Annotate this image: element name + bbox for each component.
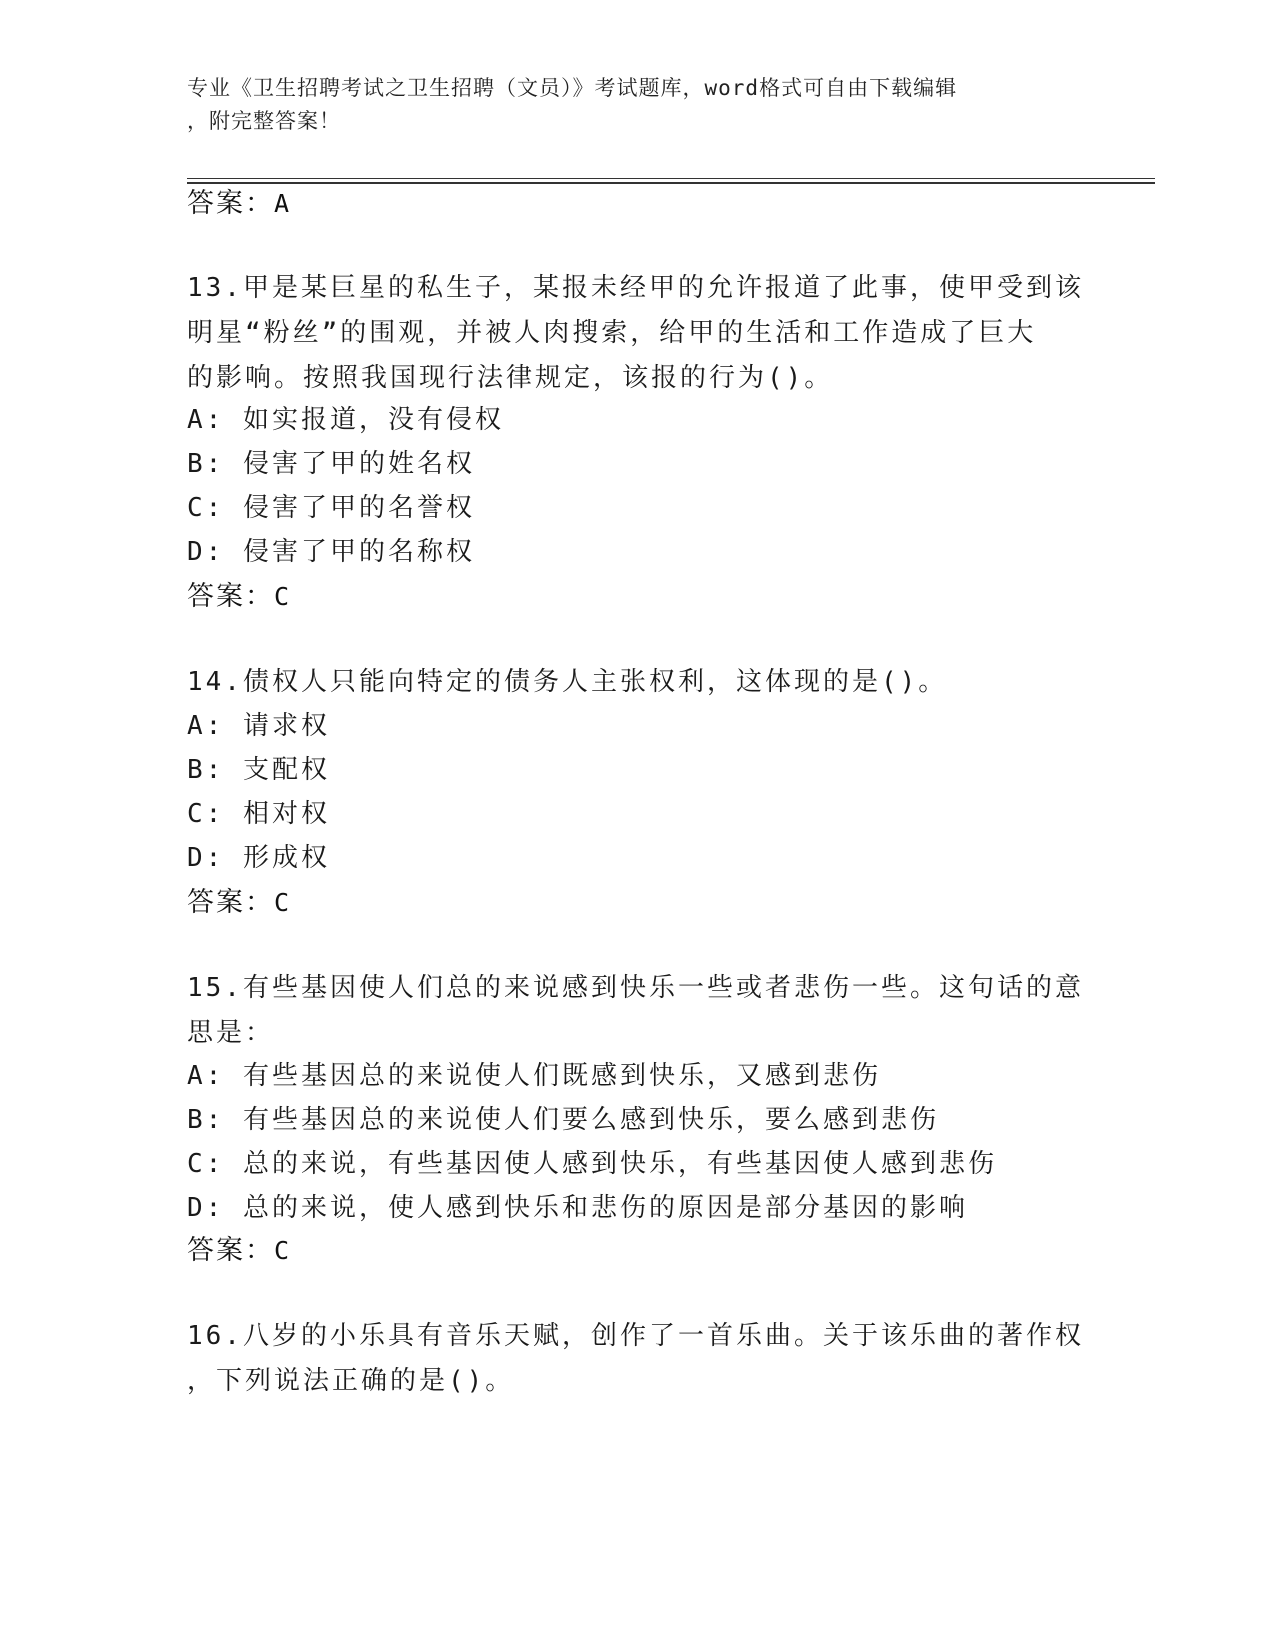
question-16 — [187, 1314, 1087, 1404]
option-15-a: A: 有些基因总的来说使人们既感到快乐，又感到悲伤 — [187, 1061, 881, 1091]
option-15-d: D: 总的来说，使人感到快乐和悲伤的原因是部分基因的影响 — [187, 1193, 968, 1223]
header-divider-thick — [187, 182, 1155, 184]
answer-label: 答案： — [187, 581, 274, 612]
answer-value: A — [274, 189, 292, 218]
question-15 — [187, 966, 1087, 1056]
answer-value: C — [274, 582, 292, 611]
question-13 — [187, 266, 1087, 401]
header-line-2: ，附完整答案！ — [187, 109, 341, 133]
answer-12 — [187, 187, 291, 221]
option-13-a: A: 如实报道，没有侵权 — [187, 405, 504, 435]
option-15-b: B: 有些基因总的来说使人们要么感到快乐，要么感到悲伤 — [187, 1105, 939, 1135]
answer-value: C — [274, 888, 292, 917]
question-stem-line: 15.有些基因使人们总的来说感到快乐一些或者悲伤一些。这句话的意 — [187, 973, 1084, 1003]
header-divider-thin — [187, 178, 1155, 179]
answer-label: 答案： — [187, 887, 274, 918]
option-14-d: D: 形成权 — [187, 843, 330, 873]
option-13-b: B: 侵害了甲的姓名权 — [187, 449, 475, 479]
answer-15 — [187, 1234, 291, 1268]
question-14 — [187, 660, 1087, 705]
answer-label: 答案： — [187, 188, 274, 219]
answer-13 — [187, 580, 291, 614]
question-stem-line: ，下列说法正确的是()。 — [187, 1366, 515, 1396]
question-stem-line: 思是： — [187, 1018, 275, 1048]
option-13-d: D: 侵害了甲的名称权 — [187, 537, 475, 567]
option-14-a: A: 请求权 — [187, 711, 330, 741]
question-stem-line: 明星“粉丝”的围观，并被人肉搜索，给甲的生活和工作造成了巨大 — [187, 318, 1037, 348]
question-stem-line: 13.甲是某巨星的私生子，某报未经甲的允许报道了此事，使甲受到该 — [187, 273, 1084, 303]
answer-label: 答案： — [187, 1235, 274, 1266]
option-14-b: B: 支配权 — [187, 755, 330, 785]
answer-value: C — [274, 1236, 292, 1265]
question-stem-line: 14.债权人只能向特定的债务人主张权利，这体现的是()。 — [187, 667, 948, 697]
option-13-c: C: 侵害了甲的名誉权 — [187, 493, 475, 523]
option-14-c: C: 相对权 — [187, 799, 330, 829]
question-stem-line: 16.八岁的小乐具有音乐天赋，创作了一首乐曲。关于该乐曲的著作权 — [187, 1321, 1084, 1351]
question-stem-line: 的影响。按照我国现行法律规定，该报的行为()。 — [187, 363, 834, 393]
header-line-1: 专业《卫生招聘考试之卫生招聘（文员）》考试题库，word格式可自由下载编辑 — [187, 76, 958, 100]
answer-14 — [187, 886, 291, 920]
option-15-c: C: 总的来说，有些基因使人感到快乐，有些基因使人感到悲伤 — [187, 1149, 997, 1179]
page-header — [187, 72, 1087, 138]
